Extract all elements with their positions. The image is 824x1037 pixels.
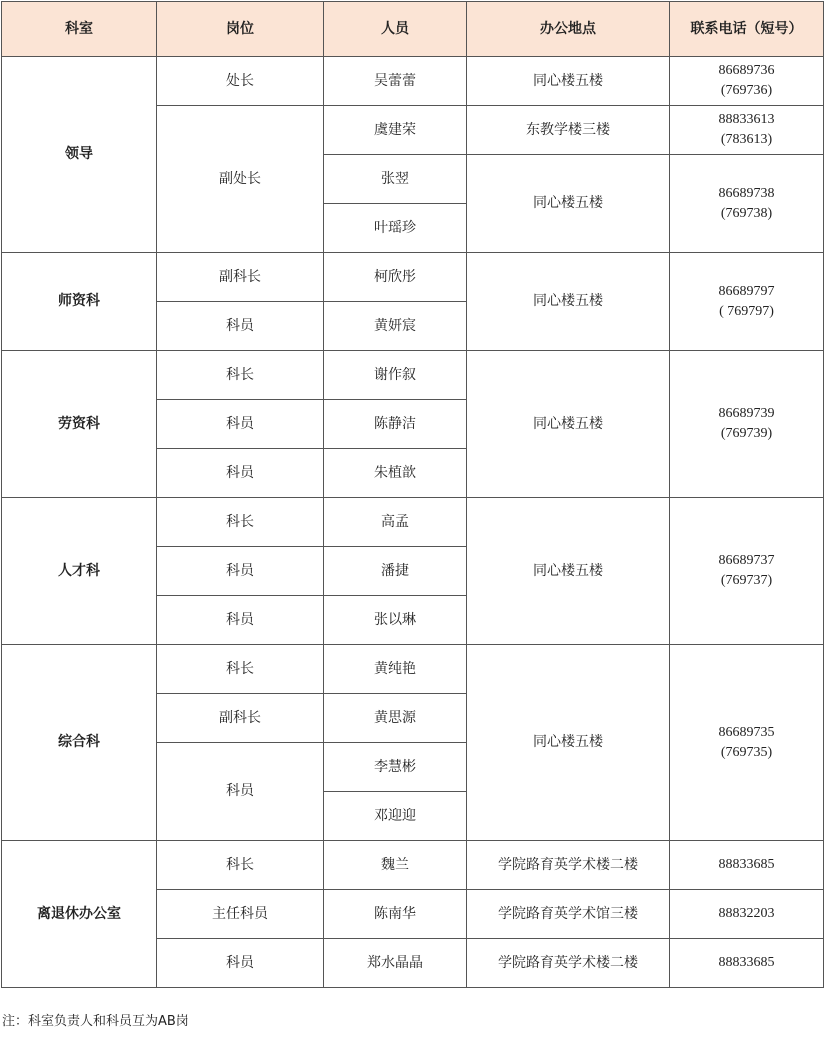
phone-cell: [670, 106, 824, 155]
header-office-location: 办公地点: [467, 2, 670, 57]
position-cell: 副处长: [157, 106, 324, 253]
header-phone: 联系电话（短号）: [670, 2, 824, 57]
header-staff: 人员: [324, 2, 467, 57]
staff-name-cell: 邓迎迎: [324, 792, 467, 841]
staff-name-cell: 魏兰: [324, 841, 467, 890]
phone-cell: [670, 253, 824, 351]
office-location-cell: 同心楼五楼: [467, 57, 670, 106]
table-row: [2, 351, 824, 400]
department-cell: 领导: [2, 57, 157, 253]
position-cell: 处长: [157, 57, 324, 106]
office-location-cell: 学院路育英学术楼二楼: [467, 939, 670, 988]
phone-cell: [670, 939, 824, 988]
header-department: 科室: [2, 2, 157, 57]
department-cell: 离退休办公室: [2, 841, 157, 988]
table-body: [2, 57, 824, 988]
staff-name-cell: 谢作叙: [324, 351, 467, 400]
phone-cell: [670, 351, 824, 498]
phone-number: 88833613: [718, 112, 775, 127]
position-cell: 科长: [157, 351, 324, 400]
short-number: (783613): [720, 132, 773, 147]
short-number: (769735): [720, 744, 773, 760]
position-cell: 科长: [157, 645, 324, 694]
phone-cell: [670, 841, 824, 890]
phone-number: 86689736: [718, 63, 775, 78]
phone-number: 88833685: [718, 955, 775, 970]
office-location-cell: 同心楼五楼: [467, 498, 670, 645]
department-cell: 劳资科: [2, 351, 157, 498]
department-cell: 人才科: [2, 498, 157, 645]
office-location-cell: 学院路育英学术馆三楼: [467, 890, 670, 939]
staff-contact-table: [1, 1, 824, 988]
phone-number: 86689738: [718, 185, 775, 201]
short-number: ( 769797): [719, 303, 774, 319]
table-row: [2, 498, 824, 547]
office-location-cell: 同心楼五楼: [467, 645, 670, 841]
phone-cell: [670, 890, 824, 939]
staff-name-cell: 虞建荣: [324, 106, 467, 155]
office-location-cell: 学院路育英学术楼二楼: [467, 841, 670, 890]
phone-number: 86689739: [718, 406, 775, 421]
office-location-cell: 东教学楼三楼: [467, 106, 670, 155]
phone-number: 86689797: [718, 283, 775, 299]
position-cell: 科员: [157, 596, 324, 645]
department-cell: 师资科: [2, 253, 157, 351]
phone-number: 86689737: [718, 553, 775, 568]
phone-number: 86689735: [718, 724, 775, 740]
position-cell: 科员: [157, 449, 324, 498]
staff-name-cell: 朱植歆: [324, 449, 467, 498]
footnote: 注：科室负责人和科员互为AB岗: [2, 1014, 189, 1029]
table-header: [2, 2, 824, 57]
position-cell: 主任科员: [157, 890, 324, 939]
header-position: 岗位: [157, 2, 324, 57]
table-row: [2, 57, 824, 106]
office-location-cell: 同心楼五楼: [467, 155, 670, 253]
position-cell: 科员: [157, 400, 324, 449]
staff-name-cell: 黄纯艳: [324, 645, 467, 694]
staff-name-cell: 黄思源: [324, 694, 467, 743]
office-location-cell: 同心楼五楼: [467, 253, 670, 351]
short-number: (769737): [720, 573, 773, 588]
department-cell: 综合科: [2, 645, 157, 841]
table-row: [2, 841, 824, 890]
position-cell: 副科长: [157, 253, 324, 302]
table-row: [2, 253, 824, 302]
position-cell: 科员: [157, 547, 324, 596]
phone-cell: [670, 155, 824, 253]
position-cell: 副科长: [157, 694, 324, 743]
phone-number: 88833685: [718, 857, 775, 872]
phone-cell: [670, 498, 824, 645]
short-number: (769739): [720, 426, 773, 441]
staff-name-cell: 吴蕾蕾: [324, 57, 467, 106]
staff-name-cell: 黄妍宸: [324, 302, 467, 351]
staff-name-cell: 潘捷: [324, 547, 467, 596]
short-number: (769738): [720, 205, 773, 221]
position-cell: 科员: [157, 939, 324, 988]
staff-name-cell: 郑水晶晶: [324, 939, 467, 988]
staff-name-cell: 张翌: [324, 155, 467, 204]
staff-name-cell: 柯欣彤: [324, 253, 467, 302]
staff-name-cell: 陈南华: [324, 890, 467, 939]
short-number: (769736): [720, 83, 773, 98]
office-location-cell: 同心楼五楼: [467, 351, 670, 498]
staff-name-cell: 陈静洁: [324, 400, 467, 449]
position-cell: 科长: [157, 841, 324, 890]
phone-cell: [670, 57, 824, 106]
phone-cell: [670, 645, 824, 841]
position-cell: 科员: [157, 302, 324, 351]
position-cell: 科员: [157, 743, 324, 841]
staff-name-cell: 高孟: [324, 498, 467, 547]
position-cell: 科长: [157, 498, 324, 547]
staff-name-cell: 张以琳: [324, 596, 467, 645]
staff-name-cell: 叶瑶珍: [324, 204, 467, 253]
phone-number: 88832203: [718, 906, 775, 921]
staff-name-cell: 李慧彬: [324, 743, 467, 792]
header-row: [2, 2, 824, 57]
table-row: [2, 645, 824, 694]
